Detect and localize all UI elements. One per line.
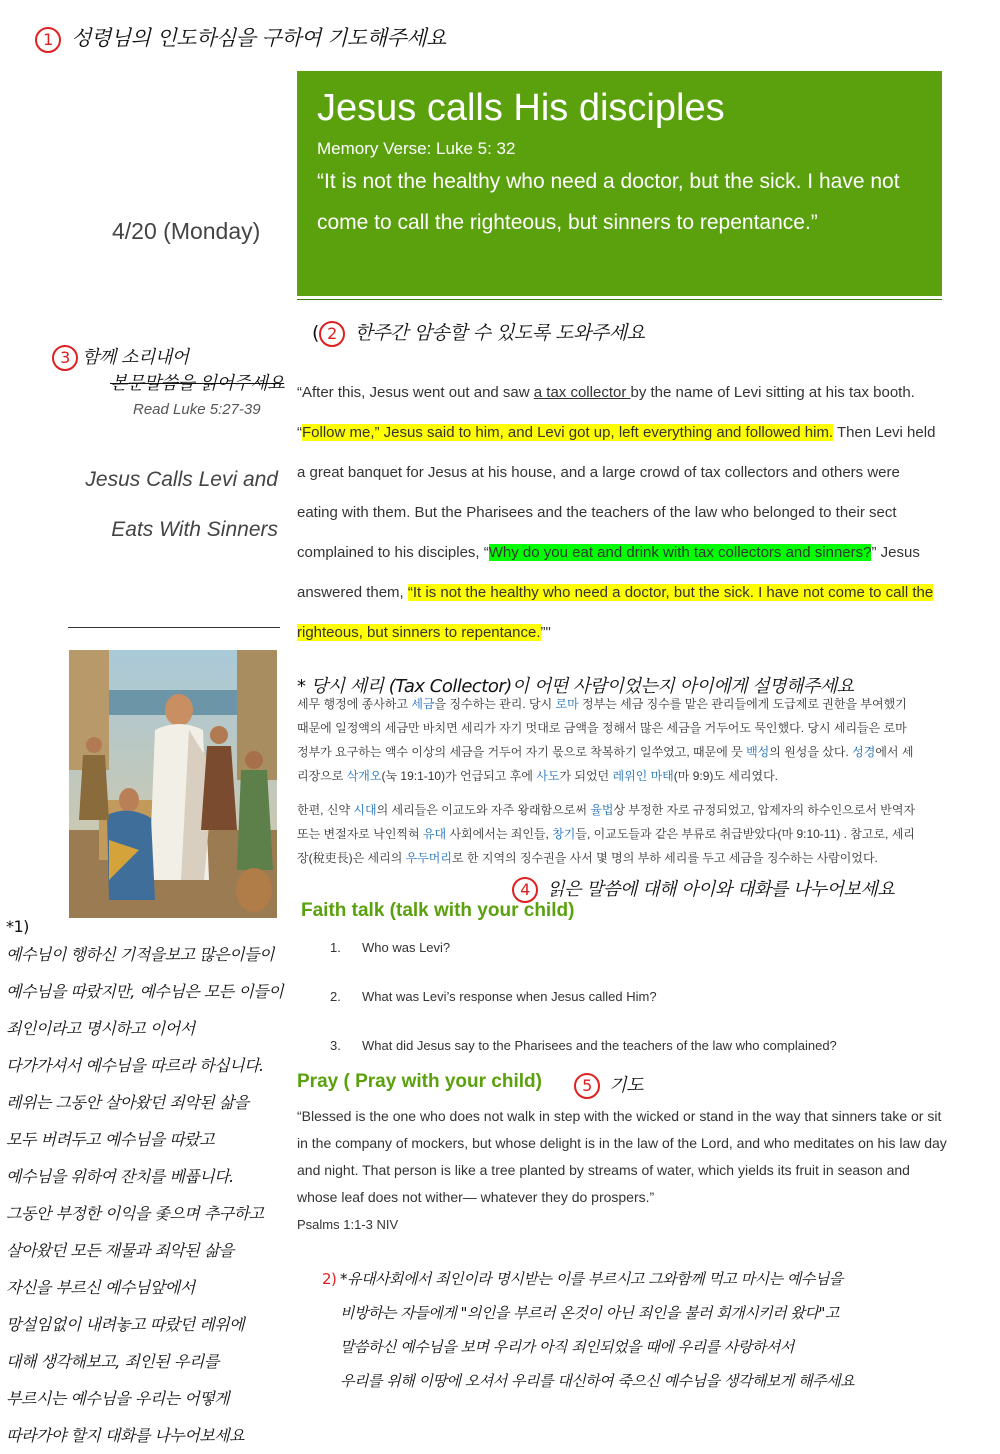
memory-verse-text: “It is not the healthy who need a doctor, but the sick. I have not come to call the righteous, but sinners to repentance.” [317, 170, 900, 234]
scripture-highlight-green: Why do you eat and drink with tax collectors and sinners? [488, 544, 872, 561]
note-line: *유대사회에서 죄인이라 명시받는 이를 부르시고 그와함께 먹고 마시는 예수님을 [340, 1270, 843, 1288]
note-line: 예수님을 위하여 잔치를 베풉니다. [6, 1167, 234, 1186]
note-lines [6, 936, 296, 1454]
left-divider [68, 627, 280, 628]
faith-talk-heading: Faith talk (talk with your child) [301, 900, 575, 921]
question-text: What did Jesus say to the Pharisees and the teachers of the law who complained? [362, 1038, 837, 1053]
scripture-text: Then Levi held a great banquet for Jesus at his house, and a large crowd of tax collectors and others were eating with them. But the Pharisees and the teachers of the law who belonged to their sect complained to his disciples, “ [297, 424, 936, 561]
note-line: 비방하는 자들에게 "의인을 부르러 온것이 아닌 죄인을 불러 회개시키러 왔다"고 [340, 1304, 839, 1322]
passage-heading-line: Eats With Sinners [111, 518, 278, 541]
step-number-badge: 1 [35, 27, 61, 53]
handwritten-instruction: 기도 [609, 1075, 644, 1096]
explanation-text: 로 한 지역의 징수권을 사서 몇 명의 부하 세리를 두고 세금을 징수하는 사람이었다. [452, 851, 878, 865]
glossary-link[interactable]: 백성 [746, 745, 770, 759]
handwritten-instruction: 함께 소리내어 [82, 347, 189, 368]
question-number: 3. [330, 1038, 341, 1053]
scripture-text: ” Jesus answered them, [297, 544, 920, 601]
note-line: 모두 버려두고 예수님을 따랐고 [6, 1130, 215, 1149]
question-number: 2. [330, 989, 341, 1004]
note-line: 죄인이라고 명시하고 이어서 [6, 1019, 195, 1038]
question-item [330, 989, 950, 1038]
prayer-verse [297, 1103, 947, 1238]
step-number-badge: 5 [574, 1073, 600, 1099]
note-line: 말씀하신 예수님을 보며 우리가 아직 죄인되었을 때에 우리를 사랑하셔서 [340, 1338, 794, 1356]
explanation-text: (마 9:9)도 세리였다. [673, 769, 779, 783]
step-number-badge: 2 [319, 321, 345, 347]
glossary-link[interactable]: 율법 [590, 803, 614, 817]
glossary-link[interactable]: 우두머리 [405, 851, 452, 865]
glossary-link[interactable]: 창기 [552, 827, 576, 841]
explanation-text: 사회에서는 죄인들, [446, 827, 553, 841]
glossary-link[interactable]: 레위인 마태 [612, 769, 674, 783]
scripture-passage [297, 373, 942, 653]
note-line: 그동안 부정한 이익을 좇으며 추구하고 [6, 1204, 264, 1223]
explanation-text: 상 부정한 자로 규정되었고, 압제자의 하수인으로서 반역자 또는 변절자로 낙인찍혀 [297, 803, 916, 841]
explanation-text: (눅 19:1-10)가 언급되고 후에 [381, 769, 537, 783]
date-label: 4/20 (Monday) [112, 218, 261, 244]
jesus-calls-levi-illustration [69, 650, 277, 918]
note-line: 예수님이 행하신 기적을보고 많은이들이 [6, 945, 275, 964]
note-line: 예수님을 따랐지만, 예수님은 모든 이들이 [6, 982, 284, 1001]
step-number-badge: 3 [52, 345, 78, 371]
note-marker: *1) [6, 917, 29, 936]
scripture-text: ”" [540, 624, 551, 641]
glossary-link[interactable]: 사도 [536, 769, 560, 783]
scripture-underlined: a tax collector [533, 384, 631, 401]
note-line: 우리를 위해 이땅에 오셔서 우리를 대신하여 죽으신 예수님을 생각해보게 해주세요 [340, 1372, 855, 1390]
note-line: 대해 생각해보고, 죄인된 우리를 [6, 1352, 219, 1371]
handwritten-step-5 [574, 1071, 643, 1099]
handwritten-step-1 [35, 22, 446, 53]
explanation-text: 세무 행정에 종사하고 [297, 697, 412, 711]
pray-heading: Pray ( Pray with your child) [297, 1071, 542, 1092]
explanation-paragraph [297, 692, 917, 788]
glossary-link[interactable]: 시대 [353, 803, 377, 817]
question-number: 1. [330, 940, 341, 955]
prayer-text: “Blessed is the one who does not walk in step with the wicked or stand in the way that sinners take or sit in the company of mockers, but whose delight is in the law of the Lord, and who meditates on his law day and night. That person is like a tree planted by streams of water, which yields its fruit in season and whose leaf does not wither— whatever they do prospers.” [297, 1108, 947, 1205]
banner-divider [297, 299, 942, 300]
faith-talk-questions [330, 940, 950, 1087]
note-line: 부르시는 예수님을 우리는 어떻게 [6, 1389, 230, 1408]
explanation-paragraph [297, 798, 917, 870]
lesson-title: Jesus calls His disciples [317, 87, 725, 129]
tax-collector-explanation [297, 692, 917, 870]
handwritten-instruction: 성령님의 인도하심을 구하여 기도해주세요 [71, 26, 446, 50]
passage-heading-line: Jesus Calls Levi and [85, 468, 278, 491]
note-line: 살아왔던 모든 재물과 죄악된 삶을 [6, 1241, 234, 1260]
handwritten-step-2: ( 2 한주간 암송할 수 있도록 도와주세요 [312, 318, 644, 347]
note-line: 자신을 부르신 예수님앞에서 [6, 1278, 195, 1297]
note-line: 따라가야 할지 대화를 나누어보세요 [6, 1426, 245, 1445]
explanation-text: 의 세리들은 이교도와 자주 왕래함으로써 [376, 803, 591, 817]
scripture-highlight-yellow: Follow me,” Jesus said to him, and Levi got up, left everything and followed him. [302, 424, 834, 441]
question-text: Who was Levi? [362, 940, 451, 955]
handwritten-note-2 [322, 1262, 992, 1398]
handwritten-tax-collector-note: * 당시 세리 (Tax Collector)이 어떤 사람이었는지 아이에게 설명해주세요 [297, 676, 854, 697]
memory-verse-reference: Memory Verse: Luke 5: 32 [317, 139, 516, 158]
handwritten-instruction: 읽은 말씀에 대해 아이와 대화를 나누어보세요 [547, 879, 895, 900]
glossary-link[interactable]: 삭개오 [346, 769, 382, 783]
passage-heading [60, 455, 278, 555]
illustration-svg [69, 650, 277, 918]
scripture-highlight-yellow: “It is not the healthy who need a doctor, but the sick. I have not come to call the righteous, but sinners to repentance. [297, 584, 934, 641]
note-line: 레위는 그동안 살아왔던 죄악된 삶을 [6, 1093, 249, 1112]
lesson-banner [297, 71, 942, 299]
explanation-text: 들, 이교도들과 같은 부류로 취급받았다(마 9:10-11) . 참고로, 세리장(稅吏長)은 세리의 [297, 827, 915, 865]
scripture-text: “After this, Jesus went out and saw [297, 384, 534, 401]
handwritten-instruction: 한주간 암송할 수 있도록 도와주세요 [354, 322, 645, 344]
handwritten-step-4 [512, 875, 894, 903]
prayer-reference: Psalms 1:1-3 NIV [297, 1217, 399, 1232]
note-lines [322, 1262, 992, 1398]
glossary-link[interactable]: 로마 [555, 697, 579, 711]
explanation-text: 정부는 세금 징수를 맡은 관리들에게 도급제로 권한을 부여했기 때문에 일정액의 세금만 바치면 세리가 자기 멋대로 금액을 정해서 많은 세금을 거두어도 묵인했다. 당시 세리들은 로마 정부가 요구하는 액수 이상의 세금을 거두어 자기 몫으로 착복하기 일쑤였고, 때문에 뭇 [297, 697, 907, 759]
step-number-badge: 4 [512, 877, 538, 903]
explanation-text: 의 원성을 샀다. [769, 745, 853, 759]
explanation-text: 가 되었던 [559, 769, 613, 783]
explanation-text: 에서 세리장으로 [297, 745, 914, 783]
question-text: What was Levi’s response when Jesus called Him? [362, 989, 657, 1004]
glossary-link[interactable]: 세금 [411, 697, 435, 711]
note-marker: 2) [322, 1270, 337, 1288]
question-item [330, 940, 950, 989]
note-line: 다가가셔서 예수님을 따르라 하십니다. [6, 1056, 264, 1075]
reading-reference: Read Luke 5:27-39 [133, 401, 261, 418]
glossary-link[interactable]: 유대 [422, 827, 447, 841]
handwritten-note-1 [6, 918, 296, 1454]
explanation-text: 을 징수하는 관리. 당시 [434, 697, 556, 711]
glossary-link[interactable]: 성경 [852, 745, 876, 759]
handwritten-step-3 [52, 345, 284, 397]
note-line: 망설임없이 내려놓고 따랐던 레위에 [6, 1315, 245, 1334]
handwritten-instruction: 본문말씀을 읽어주세요 [110, 373, 285, 394]
scripture-text: by the name of Levi sitting at his tax booth. “ [297, 384, 915, 441]
explanation-text: 한편, 신약 [297, 803, 354, 817]
